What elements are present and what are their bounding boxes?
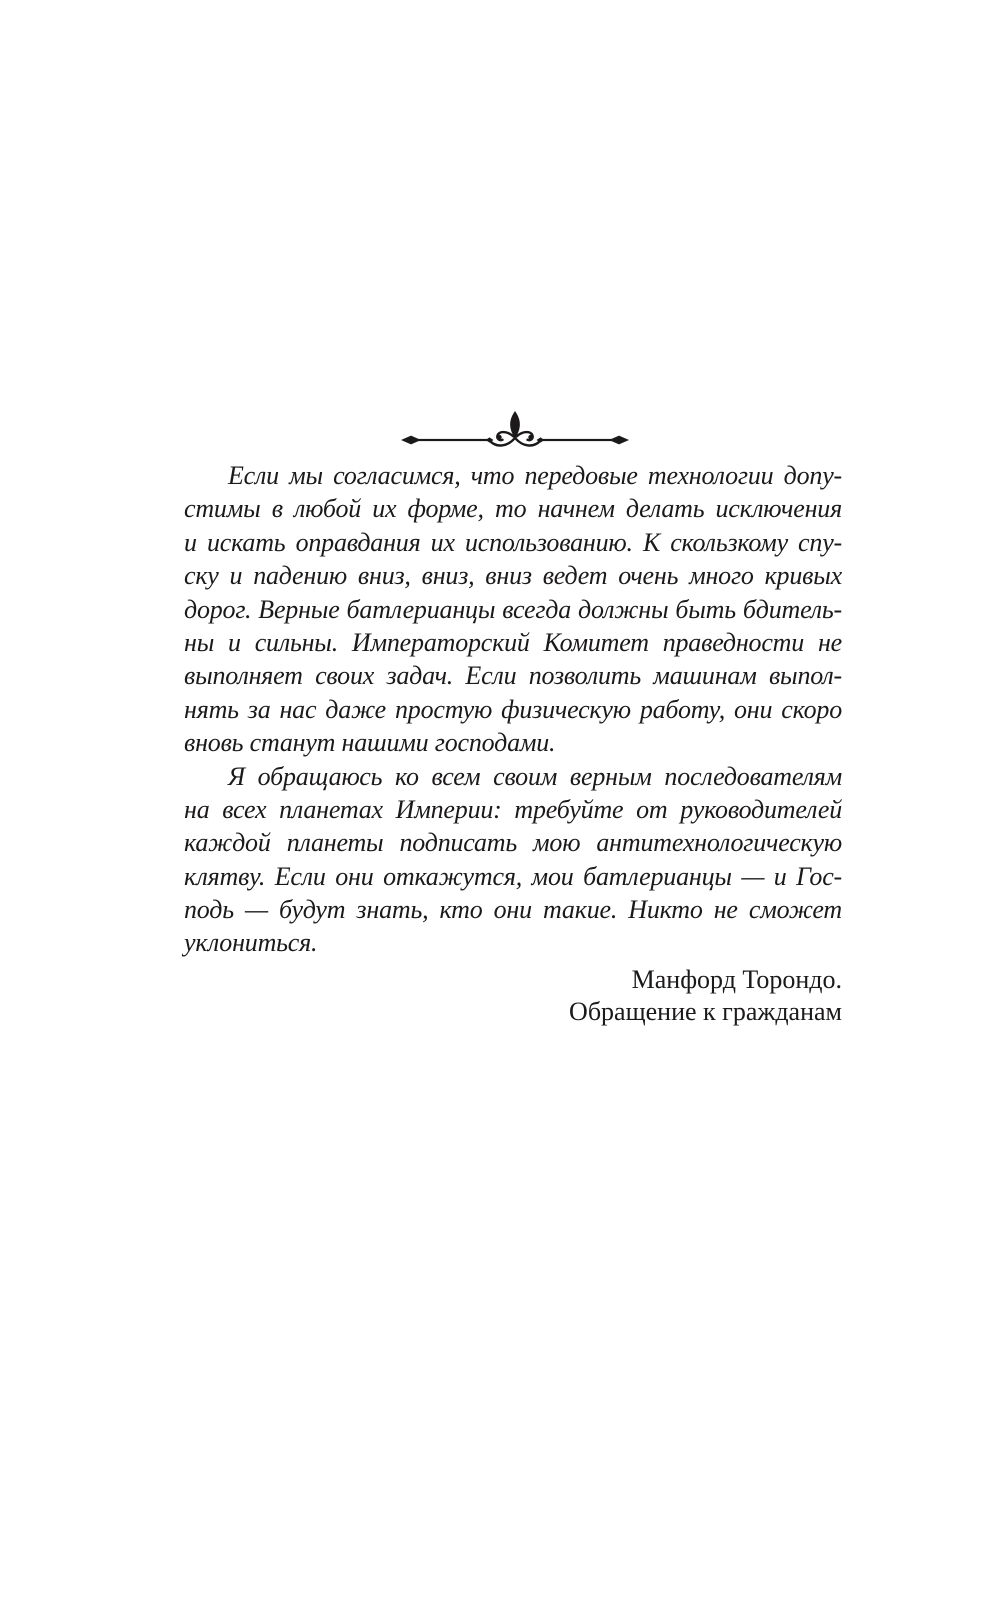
quote-line: подь — будут знать, кто они такие. Никто не сможет xyxy=(184,895,842,925)
quote-line: каждой планеты подписать мою антитехнологическую xyxy=(184,828,842,858)
quote-line: вновь станут нашими господами. xyxy=(184,728,556,758)
epigraph-quote xyxy=(184,459,842,960)
quote-line: выполняет своих задач. Если позволить машинам выпол- xyxy=(184,661,842,691)
fleuron-divider-icon xyxy=(400,408,630,454)
epigraph-attribution xyxy=(569,964,842,1028)
quote-line: и искать оправдания их использованию. К скользкому спу- xyxy=(184,527,842,557)
quote-line: стимы в любой их форме, то начнем делать исключения xyxy=(184,494,842,524)
quote-line: дорог. Верные батлерианцы всегда должны быть бдитель- xyxy=(184,594,842,624)
quote-line: Я обращаюсь ко всем своим верным последователям xyxy=(228,761,842,791)
quote-line: ску и падению вниз, вниз, вниз ведет очень много кривых xyxy=(184,561,842,591)
attribution-source: Обращение к гражданам xyxy=(569,997,842,1026)
quote-line: уклониться. xyxy=(184,928,318,958)
attribution-author: Манфорд Торондо. xyxy=(631,965,842,994)
quote-line: на всех планетах Империи: требуйте от руководителей xyxy=(184,794,842,824)
quote-line: Если мы согласимся, что передовые технологии допу- xyxy=(228,461,842,490)
quote-line: нять за нас даже простую физическую работу, они скоро xyxy=(184,694,842,724)
quote-line: клятву. Если они откажутся, мои батлерианцы — и Гос- xyxy=(184,861,842,891)
quote-line: ны и сильны. Императорский Комитет праведности не xyxy=(184,627,842,657)
